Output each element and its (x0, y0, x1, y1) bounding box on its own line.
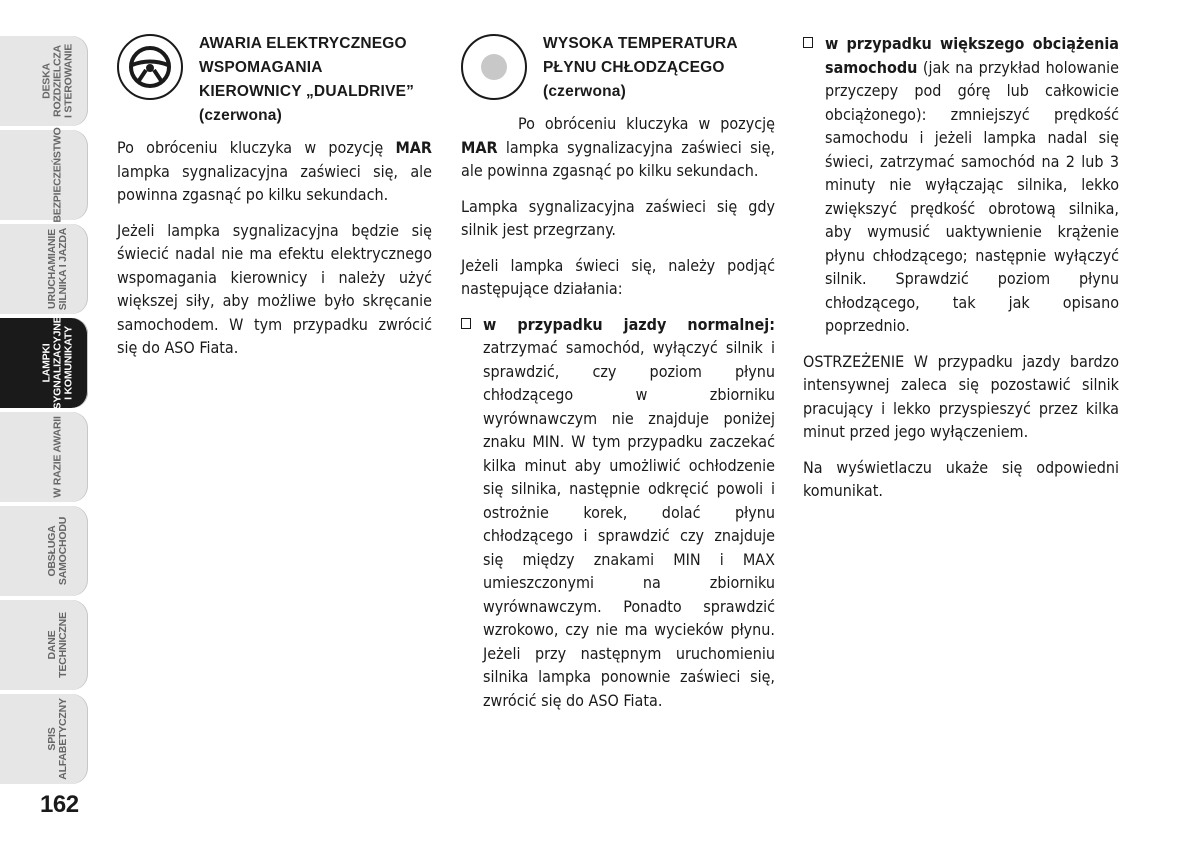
paragraph: Po obróceniu kluczyka w pozycję MAR lampka sygnalizacyjna zaświeci się, ale powinna zgasnąć po kilku sekundach. (461, 114, 775, 180)
bullet-item: w przypadku większego obciążenia samochodu (jak na przykład holowanie przyczepy pod górę lub całkowicie obciążonego): zmniejszyć prędkość samochodu i jeżeli lampka nadal się świeci, zatrzymać samochód na 2 lub 3 minuty nie wyłączając silnika, lekko zwiększyć prędkość obrotową silnika, aby wymusić uaktywnienie krążenie płynu chłodzącego; następnie wyłączyć silnik. Sprawdzić poziom płynu chłodzącego, tak jak opisano poprzednio. (803, 32, 1119, 338)
column-continued (803, 32, 1119, 515)
tab-label: OBSŁUGA SAMOCHODU (46, 516, 69, 586)
lamp-header (117, 32, 432, 128)
tab-label: W RAZIE AWARII (51, 416, 64, 498)
paragraph: Po obróceniu kluczyka w pozycję MAR lampka sygnalizacyjna zaświeci się, ale powinna zgasnąć po kilku sekundach. (117, 138, 432, 204)
tab-deska-rozdzielcza[interactable] (0, 36, 88, 126)
tab-uruchamianie[interactable] (0, 224, 88, 314)
tab-label: BEZPIECZEŃSTWO (51, 127, 64, 223)
warning-paragraph: OSTRZEŻENIE W przypadku jazdy bardzo intensywnej zaleca się pozostawić silnik pracujący i lekko przyspieszyć przez kilka minut przed jego wyłączeniem. (803, 351, 1119, 441)
paragraph: Jeżeli lampka świeci się, należy podjąć następujące działania: (461, 255, 775, 298)
tab-lampki-active[interactable] (0, 318, 88, 408)
paragraph: Jeżeli lampka sygnalizacyjna będzie się świecić nadal nie ma efektu elektrycznego wspomagania kierownicy i należy użyć większej siły, aby możliwe było skręcanie samochodem. W tym przypadku zwrócić się do ASO Fiata. (117, 220, 432, 357)
tab-obsluga[interactable] (0, 506, 88, 596)
column-temperature (461, 32, 775, 724)
tab-label: URUCHAMIANIE SILNIKA I JAZDA (46, 227, 69, 311)
column-dualdrive (117, 32, 432, 372)
bullet-item: w przypadku jazdy normalnej: zatrzymać samochód, wyłączyć silnik i sprawdzić, czy poziom płynu chłodzącego w zbiorniku wyrównawczym nie znajduje poniżej znaku MIN. W tym przypadku zaczekać kilka minut aby umożliwić ochłodzenie się silnika, następnie odkręcić powoli i ostrożnie korek, dolać płynu chłodzącego i sprawdzić czy znajduje się między znakami MIN i MAX umieszczonymi na zbiorniku wyrównawczym. Ponadto sprawdzić wzrokowo, czy nie ma wycieków płynu. Jeżeli przy następnym uruchomieniu silnika lampka ponownie zaświeci się, zwrócić się do ASO Fiata. (461, 313, 775, 713)
bullet-box-icon (461, 318, 471, 329)
coolant-temperature-icon (461, 34, 527, 100)
page-number: 162 (40, 791, 79, 818)
lamp-title: AWARIA ELEKTRYCZNEGO WSPOMAGANIA KIEROWNICY „DUALDRIVE” (czerwona) (199, 35, 415, 124)
steering-wheel-icon (117, 34, 183, 100)
bullet-box-icon (803, 37, 813, 48)
tab-w-razie-awarii[interactable] (0, 412, 88, 502)
tab-label: LAMPKI SYGNALIZACYJNE I KOMUNIKATY (40, 316, 75, 410)
paragraph: Na wyświetlaczu ukaże się odpowiedni komunikat. (803, 457, 1119, 500)
tab-label: SPIS ALFABETYCZNY (46, 698, 69, 780)
paragraph: Lampka sygnalizacyjna zaświeci się gdy silnik jest przegrzany. (461, 196, 775, 239)
tab-bezpieczenstwo[interactable] (0, 127, 88, 223)
tab-label: DESKA ROZDZIELCZA I STEROWANIE (40, 43, 75, 119)
tab-spis-alfabetyczny[interactable] (0, 694, 88, 784)
lamp-title: WYSOKA TEMPERATURA PŁYNU CHŁODZĄCEGO (czerwona) (543, 35, 738, 100)
lamp-header (461, 32, 775, 104)
tab-label: DANE TECHNICZNE (46, 612, 69, 678)
tab-dane-techniczne[interactable] (0, 600, 88, 690)
